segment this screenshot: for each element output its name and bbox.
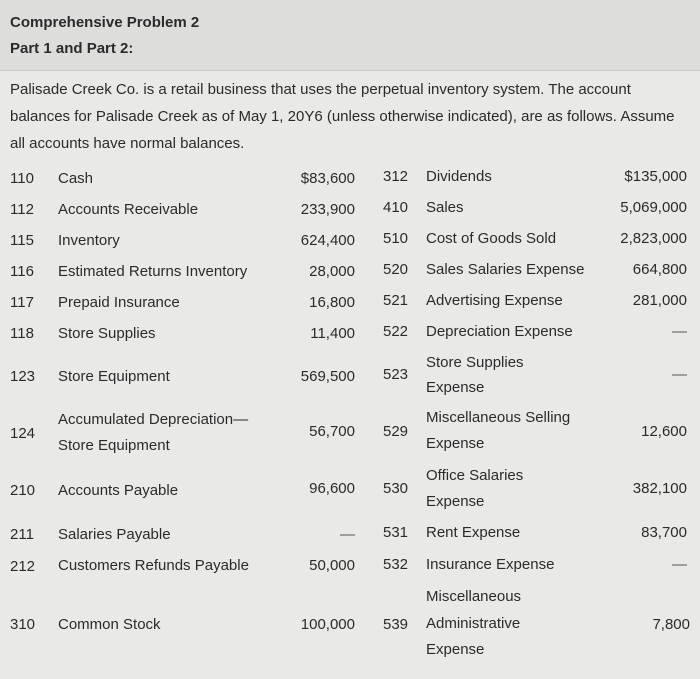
- problem-title: Comprehensive Problem 2: [10, 14, 200, 31]
- account-balance: 100,000: [300, 616, 355, 633]
- account-number: 520: [383, 261, 409, 278]
- account-number: 112: [10, 201, 34, 218]
- account-balance: 83,700: [641, 524, 687, 541]
- account-number: 124: [10, 425, 36, 442]
- account-balance: 624,400: [300, 232, 355, 249]
- account-number: 210: [10, 482, 36, 499]
- account-name-line1: Office Salaries: [426, 467, 524, 484]
- account-balance: 16,800: [309, 294, 355, 311]
- account-name-line2: Administrative: [426, 615, 521, 632]
- account-number: 523: [383, 366, 409, 383]
- account-number: 212: [10, 558, 36, 575]
- account-name: Common Stock: [58, 616, 161, 633]
- account-balance: $135,000: [624, 168, 687, 185]
- account-name: Prepaid Insurance: [58, 294, 180, 311]
- account-balance: $83,600: [300, 170, 355, 187]
- account-balance: 2,823,000: [620, 230, 687, 247]
- account-number: 522: [383, 323, 409, 340]
- account-name: Insurance Expense: [426, 556, 555, 573]
- account-name: Advertising Expense: [426, 292, 563, 309]
- account-balance: 56,700: [309, 423, 355, 440]
- account-name-line3: Expense: [426, 641, 485, 658]
- account-balance: 5,069,000: [620, 199, 687, 216]
- account-name-line1: Miscellaneous: [426, 588, 522, 605]
- account-number: 312: [383, 168, 409, 185]
- account-balance: 382,100: [632, 480, 687, 497]
- account-balance: 96,600: [309, 480, 355, 497]
- account-name: Dividends: [426, 168, 492, 185]
- account-balance: —: [672, 556, 687, 573]
- account-number: 539: [383, 616, 409, 633]
- account-name-line1: Accumulated Depreciation—: [58, 411, 249, 428]
- account-number: 211: [10, 526, 34, 543]
- account-name: Estimated Returns Inventory: [58, 263, 248, 280]
- account-name-line1: Store Supplies: [426, 354, 524, 371]
- account-balance: 7,800: [652, 616, 690, 633]
- account-name-line2: Expense: [426, 379, 485, 396]
- account-balance: 12,600: [641, 423, 687, 440]
- account-balance: 50,000: [309, 557, 355, 574]
- account-name: Store Equipment: [58, 368, 170, 385]
- account-name-line2: Expense: [426, 435, 485, 452]
- account-number: 118: [10, 325, 34, 342]
- problem-subtitle: Part 1 and Part 2:: [10, 40, 134, 57]
- account-number: 116: [10, 263, 34, 280]
- account-name-line1: Miscellaneous Selling: [426, 409, 571, 426]
- account-balance: —: [672, 323, 687, 340]
- account-balance: 569,500: [300, 368, 355, 385]
- account-name-line2: Expense: [426, 493, 485, 510]
- account-number: 123: [10, 368, 36, 385]
- account-name: Depreciation Expense: [426, 323, 573, 340]
- account-name: Sales Salaries Expense: [426, 261, 585, 278]
- header: [0, 0, 700, 71]
- account-name: Cash: [58, 170, 94, 187]
- account-balance: 664,800: [632, 261, 687, 278]
- account-number: 110: [10, 170, 34, 187]
- account-name: Customers Refunds Payable: [58, 557, 249, 574]
- account-name: Cost of Goods Sold: [426, 230, 557, 247]
- account-name-line2: Store Equipment: [58, 437, 170, 454]
- account-number: 410: [383, 199, 409, 216]
- account-number: 117: [10, 294, 34, 311]
- account-name: Accounts Receivable: [58, 201, 199, 218]
- account-balance: —: [340, 526, 355, 543]
- account-number: 115: [10, 232, 34, 249]
- account-number: 531: [383, 524, 409, 541]
- account-number: 521: [383, 292, 409, 309]
- account-name: Accounts Payable: [58, 482, 179, 499]
- account-number: 310: [10, 616, 36, 633]
- account-number: 529: [383, 423, 409, 440]
- account-number: 510: [383, 230, 409, 247]
- intro-paragraph: Palisade Creek Co. is a retail business that uses the perpetual inventory system. The account balances for Palisade Creek as of May 1, 20Y6 (unless otherwise indicated), are as follows. Assume all accounts have normal balances.: [10, 81, 675, 152]
- account-balance: 233,900: [300, 201, 355, 218]
- account-balance: 281,000: [632, 292, 687, 309]
- account-number: 532: [383, 556, 409, 573]
- account-number: 530: [383, 480, 409, 497]
- account-name: Store Supplies: [58, 325, 156, 342]
- account-balance: —: [672, 366, 687, 383]
- account-balance: 28,000: [309, 263, 355, 280]
- account-name: Salaries Payable: [58, 526, 171, 543]
- account-name: Sales: [426, 199, 464, 216]
- account-name: Rent Expense: [426, 524, 521, 541]
- account-name: Inventory: [58, 232, 120, 249]
- account-balance: 11,400: [310, 325, 355, 342]
